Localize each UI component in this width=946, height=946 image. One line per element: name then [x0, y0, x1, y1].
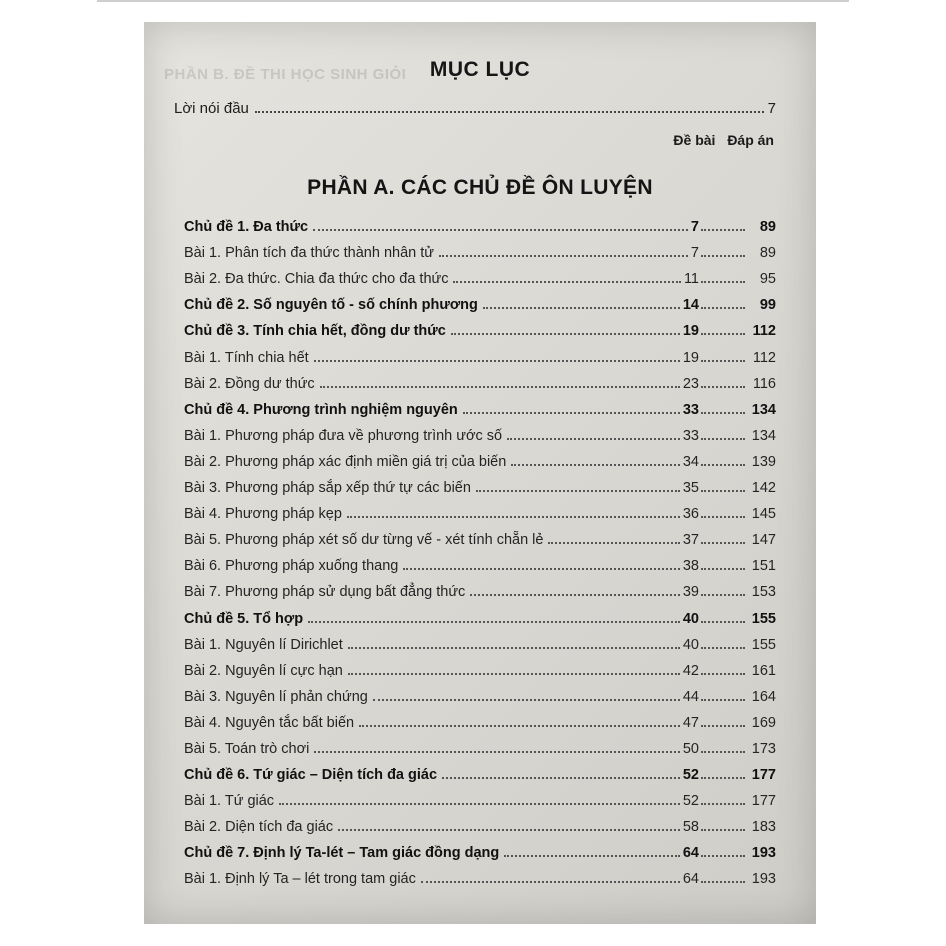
toc-answer-page: 147: [751, 532, 776, 549]
toc-exercise-page: 11: [683, 271, 699, 288]
toc-entry-label: Bài 2. Đồng dư thức: [184, 375, 315, 392]
toc-entry-label: Bài 7. Phương pháp sử dụng bất đẳng thức: [184, 584, 466, 601]
dot-leader: [701, 360, 745, 362]
toc-entry-label: Chủ đề 4. Phương trình nghiệm nguyên: [184, 401, 458, 418]
toc-answer-page: 193: [751, 845, 776, 862]
toc-exercise-page: 7: [690, 245, 699, 262]
dot-leader: [701, 829, 745, 831]
toc-exercise-page: 14: [682, 297, 699, 314]
toc-entry-label: Bài 1. Nguyên lí Dirichlet: [184, 636, 343, 653]
dot-leader: [359, 725, 680, 727]
dot-leader: [320, 386, 680, 388]
toc-exercise-page: 39: [682, 584, 699, 601]
toc-entry-label: Chủ đề 7. Định lý Ta-lét – Tam giác đồng dạng: [184, 845, 500, 862]
toc-lesson-row: [184, 418, 776, 444]
dot-leader: [701, 229, 745, 231]
toc-entry-label: Chủ đề 1. Đa thức: [184, 219, 309, 236]
dot-leader: [701, 281, 745, 283]
toc-answer-page: 177: [751, 793, 776, 810]
dot-leader: [483, 307, 680, 309]
dot-leader: [701, 307, 745, 309]
toc-answer-page: 161: [751, 662, 776, 679]
toc-answer-page: 183: [751, 819, 776, 836]
toc-lesson-row: [184, 809, 776, 835]
dot-leader: [308, 621, 680, 623]
toc-entry-label: Bài 1. Tính chia hết: [184, 349, 309, 366]
dot-leader: [442, 777, 680, 779]
toc-exercise-page: 38: [682, 558, 699, 575]
dot-leader: [701, 333, 745, 335]
toc-entry-label: Bài 4. Nguyên tắc bất biến: [184, 714, 355, 731]
toc-lesson-row: [184, 496, 776, 522]
toc-entry-label: Bài 2. Phương pháp xác định miền giá trị của biến: [184, 453, 507, 470]
toc-lesson-row: [184, 627, 776, 653]
dot-leader: [504, 855, 680, 857]
toc-entry-label: Bài 3. Nguyên lí phản chứng: [184, 688, 368, 705]
toc-exercise-page: 33: [682, 401, 699, 418]
dot-leader: [439, 255, 688, 257]
dot-leader: [347, 516, 680, 518]
toc-entry-label: Bài 6. Phương pháp xuống thang: [184, 558, 399, 575]
dot-leader: [507, 438, 680, 440]
toc-lesson-row: [184, 731, 776, 757]
toc-entry-label: Bài 1. Phân tích đa thức thành nhân tử: [184, 245, 434, 262]
toc-lesson-row: [184, 470, 776, 496]
toc-entry-label: Bài 1. Định lý Ta – lét trong tam giác: [184, 871, 416, 888]
toc-entry-label: Chủ đề 2. Số nguyên tố - số chính phương: [184, 297, 478, 314]
toc-lesson-row: [184, 861, 776, 887]
table-of-contents: [184, 209, 776, 887]
toc-lesson-row: [184, 548, 776, 574]
toc-exercise-page: 19: [682, 323, 699, 340]
dot-leader: [701, 490, 745, 492]
toc-entry-label: Bài 5. Phương pháp xét số dư từng vế - xét tính chẵn lẻ: [184, 532, 544, 549]
toc-exercise-page: 44: [682, 688, 699, 705]
toc-answer-page: 155: [751, 636, 776, 653]
toc-entry-label: Bài 2. Nguyên lí cực hạn: [184, 662, 343, 679]
toc-lesson-row: [184, 522, 776, 548]
toc-exercise-page: 47: [682, 714, 699, 731]
toc-answer-page: 112: [752, 349, 776, 366]
dot-leader: [701, 255, 745, 257]
toc-entry-label: Bài 3. Phương pháp sắp xếp thứ tự các biến: [184, 480, 471, 497]
dot-leader: [313, 229, 688, 231]
column-header-de-bai: Đề bài: [673, 132, 716, 148]
toc-lesson-row: [184, 705, 776, 731]
toc-chapter-row: [184, 757, 776, 783]
toc-answer-page: 134: [751, 427, 776, 444]
toc-answer-page: 173: [751, 740, 776, 757]
toc-answer-page: 112: [752, 323, 776, 340]
dot-leader: [373, 699, 680, 701]
toc-answer-page: 99: [759, 297, 776, 314]
dot-leader: [701, 386, 745, 388]
dot-leader: [701, 673, 745, 675]
toc-lesson-row: [184, 783, 776, 809]
toc-answer-page: 89: [759, 219, 776, 236]
toc-chapter-row: [184, 392, 776, 418]
toc-exercise-page: 64: [682, 871, 699, 888]
toc-entry-label: Bài 5. Toán trò chơi: [184, 740, 310, 757]
toc-lesson-row: [184, 339, 776, 365]
preface-label: Lời nói đầu: [174, 100, 249, 117]
dot-leader: [279, 803, 680, 805]
column-header-dap-an: Đáp án: [727, 132, 774, 148]
toc-chapter-row: [184, 600, 776, 626]
dot-leader: [348, 673, 680, 675]
toc-exercise-page: 52: [682, 767, 699, 784]
toc-lesson-row: [184, 444, 776, 470]
dot-leader: [476, 490, 680, 492]
dot-leader: [511, 464, 680, 466]
dot-leader: [701, 621, 745, 623]
toc-exercise-page: 42: [682, 662, 699, 679]
toc-entry-label: Chủ đề 3. Tính chia hết, đồng dư thức: [184, 323, 446, 340]
toc-exercise-page: 19: [682, 349, 699, 366]
toc-answer-page: 139: [751, 453, 776, 470]
dot-leader: [701, 542, 745, 544]
dot-leader: [314, 360, 680, 362]
toc-lesson-row: [184, 235, 776, 261]
dot-leader: [421, 881, 680, 883]
dot-leader: [348, 647, 680, 649]
dot-leader: [463, 412, 680, 414]
preface-entry: [174, 100, 776, 117]
dot-leader: [701, 568, 745, 570]
toc-exercise-page: 50: [682, 740, 699, 757]
toc-chapter-row: [184, 313, 776, 339]
toc-answer-page: 193: [751, 871, 776, 888]
dot-leader: [255, 111, 764, 113]
toc-lesson-row: [184, 366, 776, 392]
dot-leader: [701, 438, 745, 440]
book-page-photo: [144, 22, 816, 924]
toc-exercise-page: 7: [690, 219, 699, 236]
toc-lesson-row: [184, 261, 776, 287]
toc-exercise-page: 58: [682, 819, 699, 836]
toc-answer-page: 142: [751, 480, 776, 497]
toc-exercise-page: 40: [682, 610, 699, 627]
toc-chapter-row: [184, 209, 776, 235]
toc-lesson-row: [184, 679, 776, 705]
column-headers: [665, 132, 774, 148]
toc-exercise-page: 34: [682, 453, 699, 470]
toc-exercise-page: 37: [682, 532, 699, 549]
dot-leader: [338, 829, 680, 831]
toc-entry-label: Chủ đề 5. Tổ hợp: [184, 610, 304, 627]
dot-leader: [403, 568, 680, 570]
toc-answer-page: 116: [752, 375, 776, 392]
dot-leader: [701, 412, 745, 414]
toc-answer-page: 164: [751, 688, 776, 705]
dot-leader: [701, 464, 745, 466]
toc-exercise-page: 33: [682, 427, 699, 444]
dot-leader: [701, 647, 745, 649]
dot-leader: [701, 594, 745, 596]
toc-answer-page: 155: [751, 610, 776, 627]
toc-entry-label: Bài 4. Phương pháp kẹp: [184, 506, 342, 523]
toc-exercise-page: 40: [682, 636, 699, 653]
preface-page: 7: [767, 100, 776, 117]
dot-leader: [451, 333, 680, 335]
toc-answer-page: 95: [759, 271, 776, 288]
dot-leader: [548, 542, 679, 544]
toc-exercise-page: 36: [682, 506, 699, 523]
toc-entry-label: Chủ đề 6. Tứ giác – Diện tích đa giác: [184, 767, 438, 784]
toc-lesson-row: [184, 653, 776, 679]
toc-exercise-page: 64: [682, 845, 699, 862]
toc-entry-label: Bài 2. Đa thức. Chia đa thức cho đa thức: [184, 271, 449, 288]
dot-leader: [701, 699, 745, 701]
dot-leader: [314, 751, 680, 753]
toc-exercise-page: 23: [682, 375, 699, 392]
toc-chapter-row: [184, 835, 776, 861]
dot-leader: [701, 881, 745, 883]
dot-leader: [701, 803, 745, 805]
dot-leader: [470, 594, 680, 596]
bleed-through-text: PHẦN B. ĐỀ THI HỌC SINH GIỎI: [164, 66, 407, 83]
dot-leader: [701, 855, 745, 857]
toc-entry-label: Bài 1. Tứ giác: [184, 793, 275, 810]
toc-answer-page: 169: [751, 714, 776, 731]
top-border-line: [97, 0, 849, 2]
dot-leader: [701, 751, 745, 753]
toc-answer-page: 177: [751, 767, 776, 784]
dot-leader: [701, 777, 745, 779]
dot-leader: [701, 516, 745, 518]
toc-answer-page: 151: [751, 558, 776, 575]
toc-entry-label: Bài 2. Diện tích đa giác: [184, 819, 334, 836]
toc-chapter-row: [184, 287, 776, 313]
toc-exercise-page: 52: [682, 793, 699, 810]
toc-exercise-page: 35: [682, 480, 699, 497]
toc-answer-page: 153: [751, 584, 776, 601]
toc-answer-page: 145: [751, 506, 776, 523]
toc-entry-label: Bài 1. Phương pháp đưa về phương trình ước số: [184, 427, 503, 444]
dot-leader: [453, 281, 680, 283]
toc-answer-page: 134: [751, 401, 776, 418]
page-title: MỤC LỤC: [429, 58, 531, 81]
dot-leader: [701, 725, 745, 727]
toc-lesson-row: [184, 574, 776, 600]
toc-answer-page: 89: [759, 245, 776, 262]
part-title: PHẦN A. CÁC CHỦ ĐỀ ÔN LUYỆN: [307, 176, 653, 199]
